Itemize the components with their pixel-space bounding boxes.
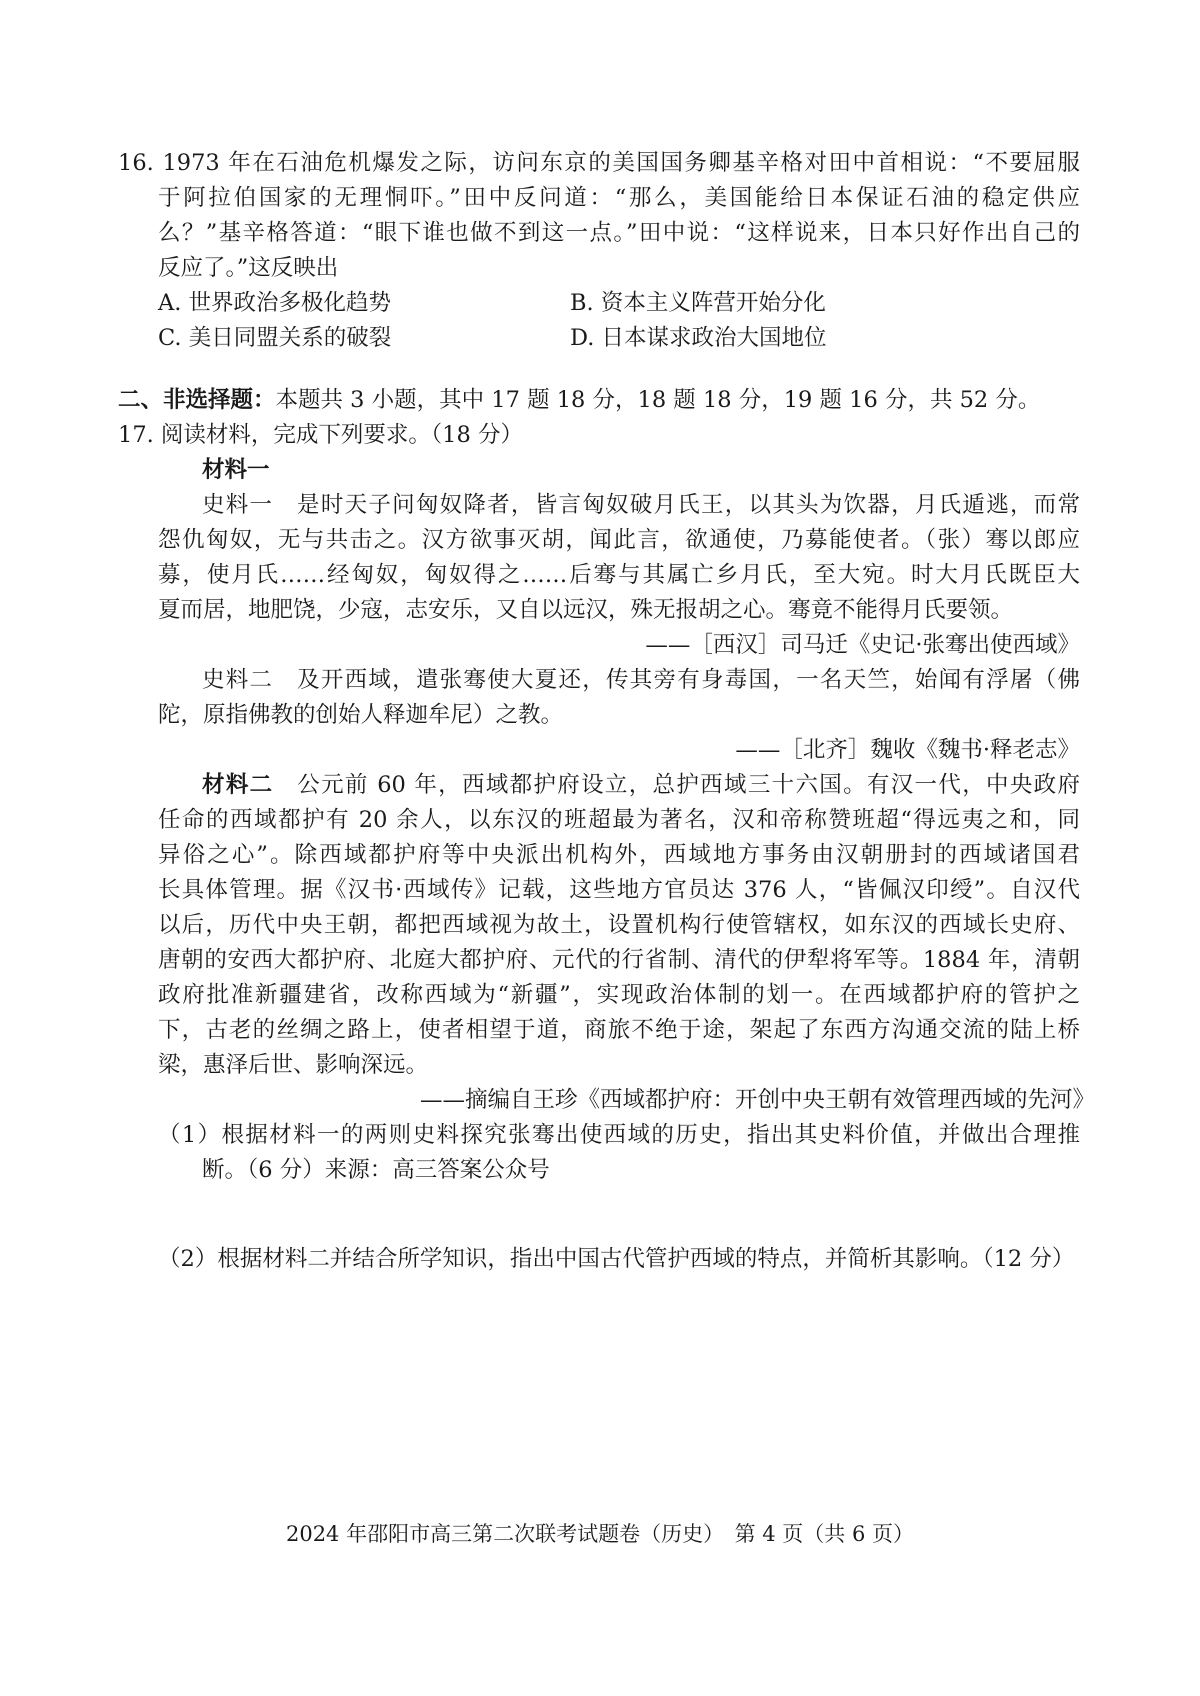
material-2-line-5: 以后，历代中央王朝，都把西域视为故土，设置机构行使管辖权，如东汉的西域长史府、	[158, 912, 1080, 938]
material-2-line-9: 梁，惠泽后世、影响深远。	[158, 1052, 429, 1078]
q16-option-d: D. 日本谋求政治大国地位	[570, 325, 827, 351]
source2-citation: ——［北齐］魏收《魏书·释老志》	[735, 737, 1080, 763]
material-2-line-3: 异俗之心”。除西域都护府等中央派出机构外，西域地方事务由汉朝册封的西域诸国君	[158, 842, 1080, 868]
sub-question-1-line-2: 断。（6 分）来源：高三答案公众号	[202, 1157, 550, 1183]
material-2-line-2: 任命的西域都护有 20 余人，以东汉的班超最为著名，汉和帝称赞班超“得远夷之和，同	[158, 807, 1080, 833]
q16-line-1: 16. 1973 年在石油危机爆发之际，访问东京的美国国务卿基辛格对田中首相说：“不要屈服	[118, 150, 1080, 176]
source1-line-4: 夏而居，地肥饶，少寇，志安乐，又自以远汉，殊无报胡之心。骞竟不能得月氏要领。	[158, 597, 1014, 623]
material-2-line-7: 政府批准新疆建省，改称西域为“新疆”，实现政治体制的划一。在西域都护府的管护之	[158, 982, 1080, 1008]
material-2-line-1: 材料二 公元前 60 年，西域都护府设立，总护西域三十六国。有汉一代，中央政府	[202, 772, 1080, 798]
q16-line-2: 于阿拉伯国家的无理恫吓。”田中反问道：“那么，美国能给日本保证石油的稳定供应	[158, 185, 1080, 211]
source1-line-1: 史料一 是时天子问匈奴降者，皆言匈奴破月氏王，以其头为饮器，月氏遁逃，而常	[202, 492, 1080, 518]
q16-option-c: C. 美日同盟关系的破裂	[158, 325, 392, 351]
material-1-title: 材料一	[202, 457, 270, 483]
source2-line-1: 史料二 及开西域，遣张骞使大夏还，传其旁有身毒国，一名天竺，始闻有浮屠（佛	[202, 667, 1080, 693]
q17-intro: 17. 阅读材料，完成下列要求。（18 分）	[118, 422, 523, 448]
section2-heading: 二、非选择题：	[118, 387, 276, 413]
sub-question-2: （2）根据材料二并结合所学知识，指出中国古代管护西域的特点，并简析其影响。（12 分）	[158, 1246, 1075, 1272]
source1-line-2: 怨仇匈奴，无与共击之。汉方欲事灭胡，闻此言，欲通使，乃募能使者。（张）骞以郎应	[158, 527, 1080, 553]
material-2-line-6: 唐朝的安西大都护府、北庭大都护府、元代的行省制、清代的伊犁将军等。1884 年，清朝	[158, 947, 1080, 973]
material-2-citation: ——摘编自王珍《西域都护府：开创中央王朝有效管理西域的先河》	[420, 1087, 1096, 1113]
q16-line-3: 么？”基辛格答道：“眼下谁也做不到这一点。”田中说：“这样说来，日本只好作出自己的	[158, 220, 1080, 246]
section2-text: 本题共 3 小题，其中 17 题 18 分，18 题 18 分，19 题 16 分，共 52 分。	[275, 387, 1041, 413]
page-footer: 2024 年邵阳市高三第二次联考试题卷（历史） 第 4 页（共 6 页）	[285, 1522, 915, 1546]
source2-line-2: 陀，原指佛教的创始人释迦牟尼）之教。	[158, 702, 564, 728]
sub-question-1-line-1: （1）根据材料一的两则史料探究张骞出使西域的历史，指出其史料价值，并做出合理推	[158, 1122, 1080, 1148]
section2-heading-row	[118, 389, 1040, 412]
source1-citation: ——［西汉］司马迁《史记·张骞出使西域》	[645, 632, 1080, 658]
q16-option-b: B. 资本主义阵营开始分化	[570, 290, 826, 316]
q16-option-a: A. 世界政治多极化趋势	[158, 290, 392, 316]
material-2-title: 材料二	[202, 772, 274, 798]
material-2-line-8: 下，古老的丝绸之路上，使者相望于道，商旅不绝于途，架起了东西方沟通交流的陆上桥	[158, 1017, 1080, 1043]
source1-line-3: 募，使月氏……经匈奴，匈奴得之……后骞与其属亡乡月氏，至大宛。时大月氏既臣大	[158, 562, 1080, 588]
material-2-line-4: 长具体管理。据《汉书·西域传》记载，这些地方官员达 376 人，“皆佩汉印绶”。自汉代	[158, 877, 1080, 903]
q16-line-4: 反应了。”这反映出	[158, 255, 339, 281]
